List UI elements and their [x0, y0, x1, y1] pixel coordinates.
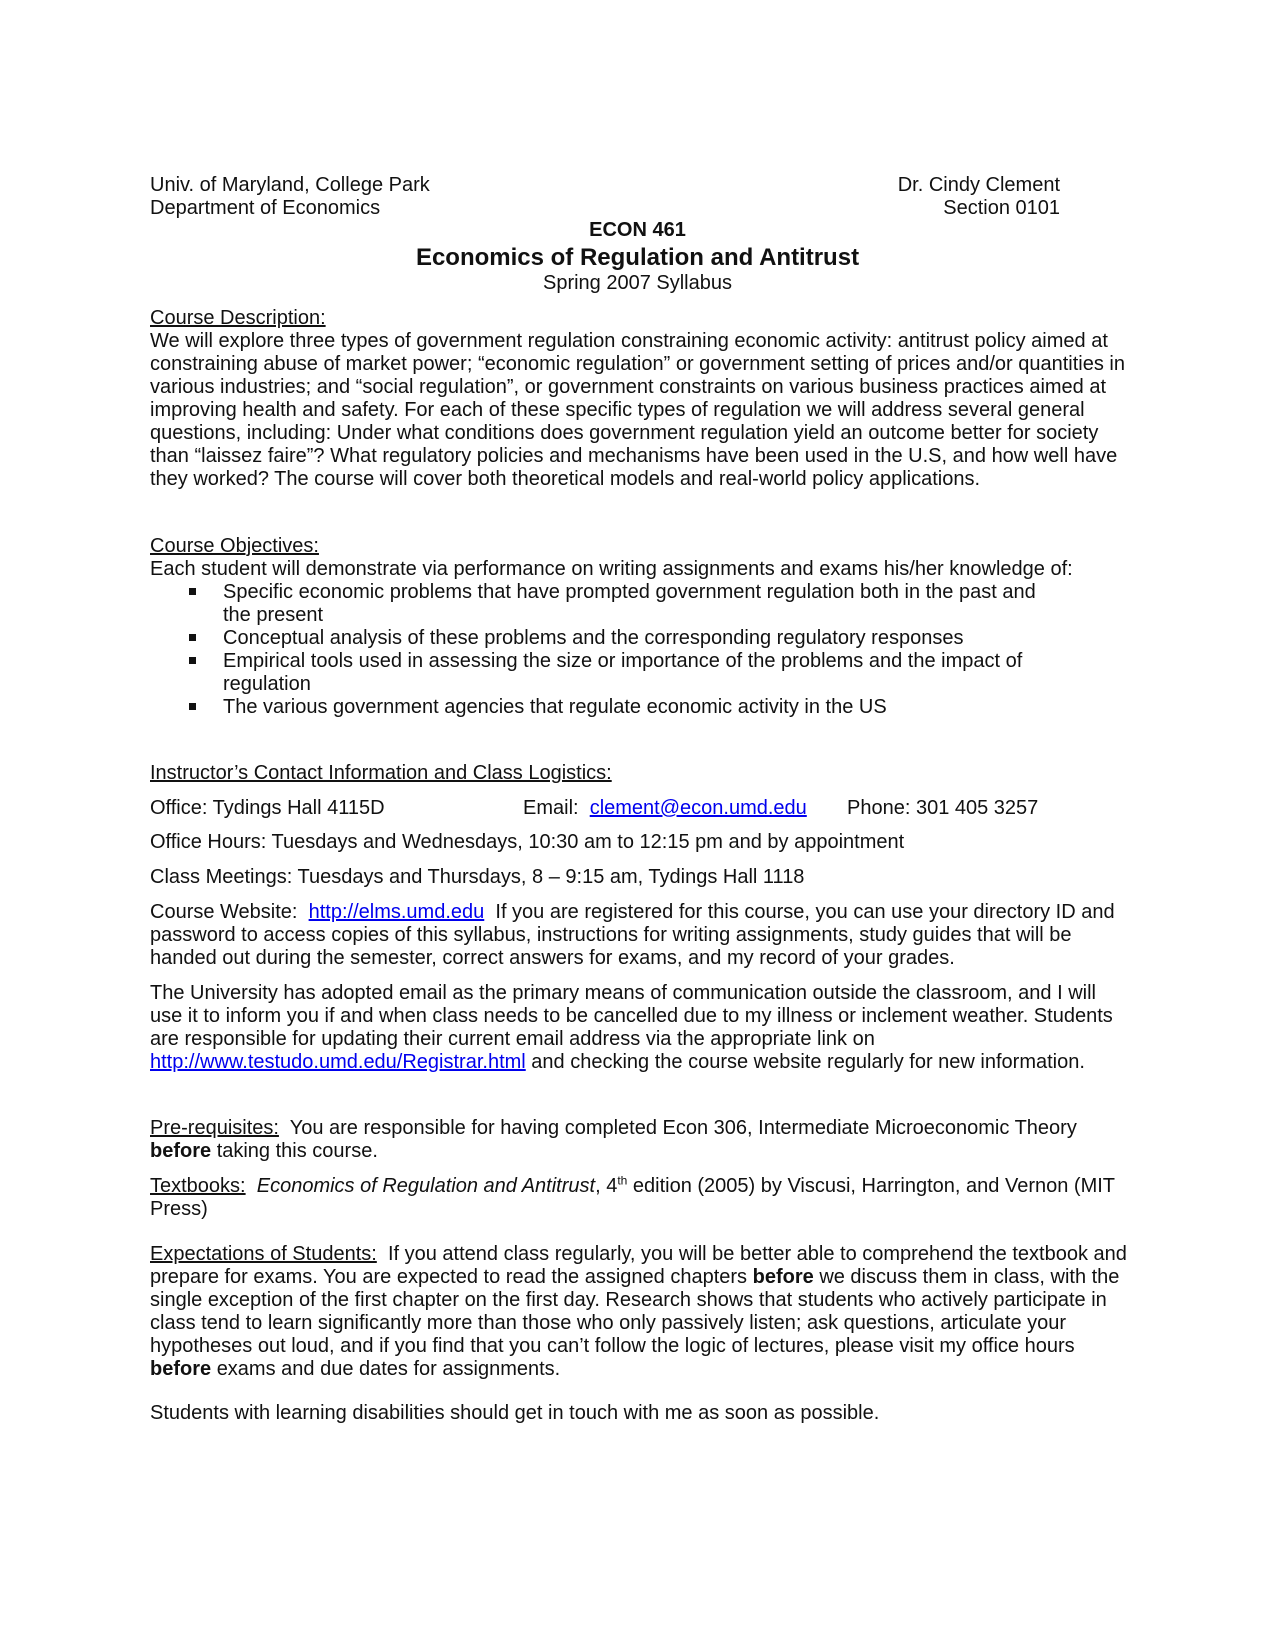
university-name: Univ. of Maryland, College Park — [150, 174, 430, 196]
bullet-icon — [189, 703, 196, 710]
section-number: Section 0101 — [943, 197, 1060, 219]
prerequisites-text: You are responsible for having completed Econ 306, Intermediate Microeconomic Theory — [289, 1117, 1077, 1139]
course-number: ECON 461 — [589, 219, 686, 241]
course-description-section — [150, 307, 1125, 491]
expectations-text-2: we discuss them in class, with the single exception of the first chapter on the first day. Research shows that students who actively participate in class tend to learn significantly more than those who only passively listen; ask questions, articulate your hypotheses out loud, and if you find that you can’t follow the logic of lectures, please visit my office hours — [150, 1266, 1120, 1357]
objective-item: Specific economic problems that have prompted government regulation both in the past and the present — [150, 581, 1058, 627]
course-objectives-heading: Course Objectives: — [150, 535, 319, 557]
email-policy-tail: and checking the course website regularly for new information. — [531, 1051, 1085, 1073]
objective-item: Empirical tools used in assessing the size or importance of the problems and the impact of regulation — [150, 650, 1058, 696]
course-title: Economics of Regulation and Antitrust — [415, 244, 860, 271]
contact-heading: Instructor’s Contact Information and Class Logistics: — [150, 762, 612, 784]
objective-item: Conceptual analysis of these problems and the corresponding regulatory responses — [150, 627, 1058, 650]
disabilities-note: Students with learning disabilities should get in touch with me as soon as possible. — [150, 1402, 880, 1424]
office-hours: Office Hours: Tuesdays and Wednesdays, 10:30 am to 12:15 pm and by appointment — [150, 831, 905, 853]
department-name: Department of Economics — [150, 197, 381, 219]
expectations-heading: Expectations of Students: — [150, 1243, 377, 1265]
term-label: Spring 2007 Syllabus — [542, 272, 732, 294]
bullet-icon — [189, 634, 196, 641]
class-meetings: Class Meetings: Tuesdays and Thursdays, 8 – 9:15 am, Tydings Hall 1118 — [150, 866, 805, 888]
course-objectives-section — [150, 535, 1125, 719]
expectations-bold-1: before — [752, 1266, 814, 1288]
prerequisites-tail: taking this course. — [216, 1140, 378, 1162]
textbook-edition-suffix: th — [617, 1173, 628, 1188]
instructor-name: Dr. Cindy Clement — [897, 174, 1060, 196]
contact-row — [150, 797, 1130, 820]
textbook-details: edition (2005) by Viscusi, Harrington, and Vernon (MIT Press) — [150, 1175, 1115, 1220]
textbooks-paragraph — [150, 1175, 1135, 1221]
website-link[interactable]: http://elms.umd.edu — [308, 901, 485, 923]
header-right — [780, 174, 1060, 220]
email-policy-paragraph — [150, 982, 1125, 1074]
textbooks-heading: Textbooks: — [150, 1175, 246, 1197]
bullet-icon — [189, 657, 196, 664]
textbook-title: Economics of Regulation and Antitrust — [256, 1175, 596, 1197]
expectations-paragraph — [150, 1243, 1135, 1381]
objectives-list — [150, 581, 1125, 719]
course-website-paragraph — [150, 901, 1135, 970]
expectations-text-1: If you attend class regularly, you will be better able to comprehend the textbook and prepare for exams. You are expected to read the assigned chapters — [150, 1243, 1127, 1288]
prerequisites-bold: before — [150, 1140, 212, 1162]
email-group — [523, 797, 807, 820]
website-label: Course Website: — [150, 901, 298, 923]
course-objectives-intro: Each student will demonstrate via performance on writing assignments and exams his/her knowledge of: — [150, 558, 1073, 580]
course-description-heading: Course Description: — [150, 307, 326, 329]
prerequisites-paragraph — [150, 1117, 1135, 1163]
prerequisites-heading: Pre-requisites: — [150, 1117, 279, 1139]
registrar-link[interactable]: http://www.testudo.umd.edu/Registrar.html — [150, 1051, 526, 1073]
expectations-bold-2: before — [150, 1358, 212, 1380]
bullet-icon — [189, 588, 196, 595]
phone-number: Phone: 301 405 3257 — [847, 797, 1039, 819]
office-location: Office: Tydings Hall 4115D — [150, 797, 385, 819]
header-left — [150, 174, 670, 220]
textbook-edition: , 4 — [595, 1175, 618, 1197]
website-text: If you are registered for this course, you can use your directory ID and password to access copies of this syllabus, instructions for writing assignments, study guides that will be handed out during the semester, correct answers for exams, and my record of your grades. — [150, 901, 1115, 969]
expectations-text-3: exams and due dates for assignments. — [216, 1358, 561, 1380]
email-policy-text: The University has adopted email as the primary means of communication outside the classroom, and I will use it to inform you if and when class needs to be cancelled due to my illness or inclement weather. Students are responsible for updating their current email address via the appropriate link on — [150, 982, 1113, 1050]
course-description-text: We will explore three types of government regulation constraining economic activity: antitrust policy aimed at constraining abuse of market power; “economic regulation” or government setting of prices and/or quantities in various industries; and “social regulation”, or government constraints on various business practices aimed at improving health and safety. For each of these specific types of regulation we will address several general questions, including: Under what conditions does government regulation yield an outcome better for society than “laissez faire”? What regulatory policies and mechanisms have been used in the U.S, and how well have they worked? The course will cover both theoretical models and real-world policy applications. — [150, 330, 1125, 490]
email-link[interactable]: clement@econ.umd.edu — [589, 797, 807, 819]
objective-item: The various government agencies that regulate economic activity in the US — [150, 696, 1058, 719]
email-label: Email: — [523, 797, 579, 819]
